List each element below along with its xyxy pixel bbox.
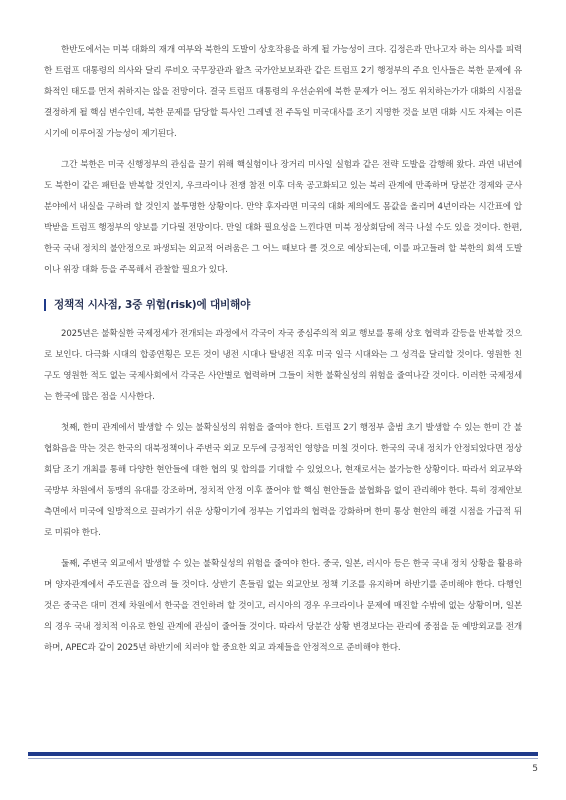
body-paragraph: 2025년은 불확실한 국제정세가 전개되는 과정에서 각국이 자국 중심주의적 외교 행보를 통해 상호 협력과 갈등을 반복할 것으로 보인다. 다극화 시대의 합종연횡은 모든 것이 냉전 시대나 탈냉전 직후 미국 일극 시대와는 그 성격을 달리할 것이다. 영원한 친구도 영원한 적도 없는 국제사회에서 각국은 사안별로 협력하며 그들이 처한 불확실성의 위험을 줄여나갈 것이다. 이러한 국제정세는 한국에 많은 점을 시사한다.: [44, 329, 522, 402]
body-paragraph: 첫째, 한미 관계에서 발생할 수 있는 불확실성의 위험을 줄여야 한다. 트럼프 2기 행정부 출범 초기 발생할 수 있는 한미 간 불협화음을 막는 것은 한국의 대북정책이나 주변국 외교 모두에 긍정적인 영향을 미칠 것이다. 한국의 국내 정치가 안정되었다면 정상회담 조기 개최를 통해 다양한 현안들에 대한 협의 및 합의를 기대할 수 있었으나, 현재로서는 불가능한 상황이다. 따라서 외교부와 국방부 차원에서 동맹의 유대를 강조하며, 정치적 안정 이후 풀어야 할 핵심 현안들을 불협화음 없이 관리해야 한다. 특히 경제안보 측면에서 미국에 일방적으로 끌려가기 쉬운 상황이기에 정부는 기업과의 협력을 강화하며 한미 통상 현안의 해결 시점을 가급적 뒤로 미뤄야 한다.: [44, 423, 522, 538]
body-paragraph: 둘째, 주변국 외교에서 발생할 수 있는 불확실성의 위험을 줄여야 한다. 중국, 일본, 러시아 등은 한국 국내 정치 상황을 활용하며 양자관계에서 주도권을 잡으려 들 것이다. 상반기 흔들림 없는 외교안보 정책 기조를 유지하며 하반기를 준비해야 한다. 다행인 것은 중국은 대미 견제 차원에서 한국을 견인하려 할 것이고, 러시아의 경우 우크라이나 문제에 매진할 수밖에 없는 상황이며, 일본의 경우 국내 정치적 이유로 한일 관계에 관심이 줄어들 것이다. 따라서 당분간 상황 변경보다는 관리에 중점을 둔 예방외교를 전개하며, APEC과 같이 2025년 하반기에 치러야 할 중요한 외교 과제들을 안정적으로 준비해야 한다.: [44, 559, 522, 653]
body-paragraph: 한반도에서는 미북 대화의 재개 여부와 북한의 도발이 상호작용을 하게 될 가능성이 크다. 김정은과 만나고자 하는 의사를 피력한 트럼프 대통령의 의사와 달리 루비오 국무장관과 왈츠 국가안보보좌관 같은 트럼프 2기 행정부의 주요 인사들은 북한 문제에 유화적인 태도를 먼저 취하지는 않을 전망이다. 결국 트럼프 대통령의 우선순위에 북한 문제가 어느 정도 위치하는가가 대화의 시점을 결정하게 될 핵심 변수인데, 북한 문제를 담당할 특사인 그레넬 전 주독일 미국대사를 조기 지명한 것을 보면 대화 시도 자체는 이른 시기에 이루어질 가능성이 제기된다.: [44, 45, 522, 139]
footer-rule: [28, 752, 538, 756]
page-content: [44, 40, 522, 669]
section-heading: [44, 297, 522, 312]
body-paragraph: 그간 북한은 미국 신행정부의 관심을 끌기 위해 핵실험이나 장거리 미사일 실험과 같은 전략 도발을 감행해 왔다. 과연 내년에도 북한이 같은 패턴을 반복할 것인지, 우크라이나 전쟁 참전 이후 더욱 공고화되고 있는 북러 관계에 만족하며 당분간 경제와 군사 분야에서 내실을 구하려 할 것인지 불투명한 상황이다. 만약 후자라면 미국의 대화 제의에도 몸값을 올리며 4년이라는 시간표에 압박받을 트럼프 행정부의 양보를 기다릴 전망이다. 만일 대화 필요성을 느낀다면 미북 정상회담에 적극 나설 수도 있을 것이다. 한편, 한국 국내 정치의 불안정으로 파생되는 외교적 어려움은 그 어느 때보다 클 것으로 예상되는데, 이를 파고들려 할 북한의 회색 도발이나 위장 대화 등을 주목해서 관찰할 필요가 있다.: [44, 160, 522, 275]
section-heading-text: 정책적 시사점, 3중 위험(risk)에 대비해야: [54, 299, 251, 311]
page-number: 5: [532, 764, 538, 774]
footer-rule-thin: [28, 758, 538, 759]
heading-accent-bar: [44, 299, 46, 311]
